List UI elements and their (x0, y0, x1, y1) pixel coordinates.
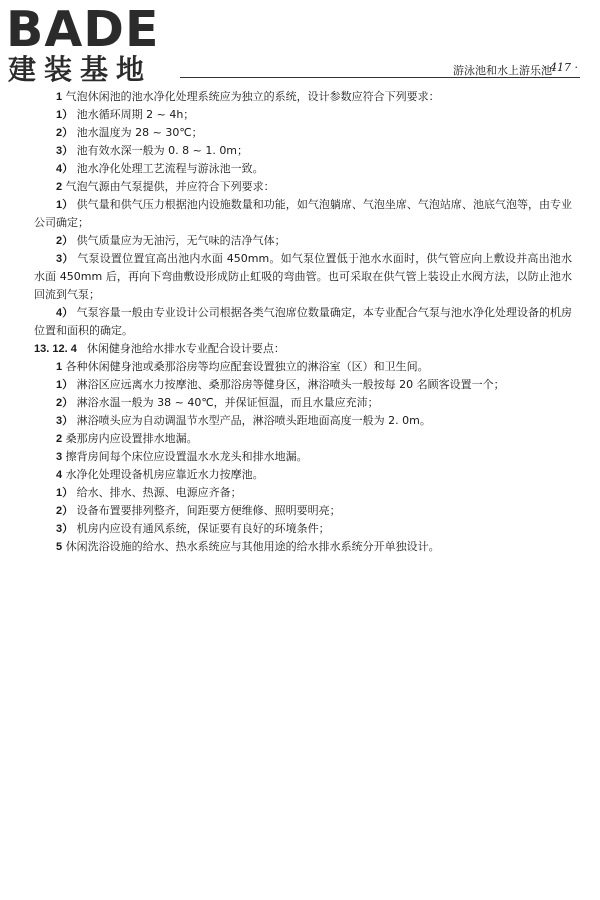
item-text: 桑那房内应设置排水地漏。 (65, 432, 198, 445)
paragraph (34, 304, 572, 340)
running-header-title: 游泳池和水上游乐池 (453, 64, 552, 77)
item-text: 气泡气源由气泵提供，并应符合下列要求： (65, 180, 275, 193)
paragraph (34, 250, 572, 304)
body-text (34, 88, 572, 556)
item-text: 池有效水深一般为 0. 8 ~ 1. 0m； (76, 144, 249, 157)
item-text: 擦背房间每个床位应设置温水水龙头和排水地漏。 (65, 450, 308, 463)
item-text: 机房内应设有通风系统，保证要有良好的环境条件； (76, 522, 330, 535)
item-text: 给水、排水、热源、电源应齐备； (76, 486, 242, 499)
item-text: 池水温度为 28 ~ 30℃； (76, 126, 203, 139)
paragraph (34, 196, 572, 232)
item-number: 4 (56, 469, 63, 481)
item-text: 气泵设置位置宜高出池内水面 450mm。如气泵位置低于池水水面时，供气管应向上敷设并高出池水水面 450mm 后，再向下弯曲敷设形成防止虹吸的弯曲管。也可采取在供气管上装设止水阀方法，以防止池水回流到气泵； (34, 252, 573, 301)
item-number: 4） (56, 163, 74, 175)
item-number: 1） (56, 199, 74, 211)
item-text: 池水净化处理工艺流程与游泳池一致。 (76, 162, 264, 175)
item-text: 淋浴喷头应为自动调温节水型产品，淋浴喷头距地面高度一般为 2. 0m。 (76, 414, 431, 427)
item-number: 3） (56, 145, 74, 157)
paragraph (34, 484, 572, 502)
item-text: 淋浴水温一般为 38 ~ 40℃，并保证恒温，而且水量应充沛； (76, 396, 379, 409)
paragraph (34, 232, 572, 250)
paragraph (34, 448, 572, 466)
item-number: 5 (56, 541, 63, 553)
paragraph (34, 538, 572, 556)
logo (6, 1, 176, 86)
item-text: 供气质量应为无油污，无气味的洁净气体； (76, 234, 286, 247)
item-number: 13. 12. 4 (34, 343, 77, 355)
item-text: 气泵容量一般由专业设计公司根据各类气泡席位数量确定，本专业配合气泵与池水净化处理设备的机房位置和面积的确定。 (34, 306, 573, 337)
logo-brand: BADE (6, 1, 160, 58)
item-number: 1 (56, 361, 63, 373)
item-number: 3） (56, 523, 74, 535)
item-text: 休闲洗浴设施的给水、热水系统应与其他用途的给水排水系统分开单独设计。 (65, 540, 440, 553)
paragraph (34, 106, 572, 124)
item-text: 气泡休闲池的池水净化处理系统应为独立的系统，设计参数应符合下列要求： (65, 90, 440, 103)
item-number: 2） (56, 397, 74, 409)
logo-subtitle: 建装基地 (8, 53, 153, 86)
item-number: 1） (56, 487, 74, 499)
item-number: 2 (56, 433, 63, 445)
item-number: 3） (56, 415, 74, 427)
paragraph (34, 160, 572, 178)
paragraph (34, 430, 572, 448)
paragraph (34, 394, 572, 412)
item-text: 水净化处理设备机房应靠近水力按摩池。 (65, 468, 264, 481)
item-number: 2） (56, 235, 74, 247)
paragraph (34, 124, 572, 142)
paragraph (34, 358, 572, 376)
item-text: 池水循环周期 2 ~ 4h； (76, 108, 195, 121)
item-number: 3） (56, 253, 74, 265)
paragraph (34, 142, 572, 160)
item-text: 各种休闲健身池或桑那浴房等均应配套设置独立的淋浴室（区）和卫生间。 (65, 360, 429, 373)
item-number: 1） (56, 379, 74, 391)
item-number: 4） (56, 307, 74, 319)
section-heading (34, 340, 572, 358)
item-number: 2） (56, 127, 74, 139)
item-text: 供气量和供气压力根据池内设施数量和功能，如气泡躺席、气泡坐席、气泡站席、池底气泡等，由专业公司确定； (34, 198, 573, 229)
item-text: 设备布置要排列整齐，间距要方便维修、照明要明亮； (76, 504, 341, 517)
item-number: 1） (56, 109, 74, 121)
item-number: 2） (56, 505, 74, 517)
paragraph (34, 376, 572, 394)
item-number: 2 (56, 181, 63, 193)
paragraph (34, 466, 572, 484)
paragraph (34, 178, 572, 196)
item-number: 3 (56, 451, 63, 463)
paragraph (34, 502, 572, 520)
paragraph (34, 88, 572, 106)
header-divider (180, 77, 580, 78)
paragraph (34, 412, 572, 430)
paragraph (34, 520, 572, 538)
item-text: 淋浴区应远离水力按摩池、桑那浴房等健身区，淋浴喷头一般按每 20 名顾客设置一个； (76, 378, 505, 391)
item-number: 1 (56, 91, 63, 103)
item-text: 休闲健身池给水排水专业配合设计要点： (86, 342, 285, 355)
page-number: · 417 · (543, 61, 578, 74)
